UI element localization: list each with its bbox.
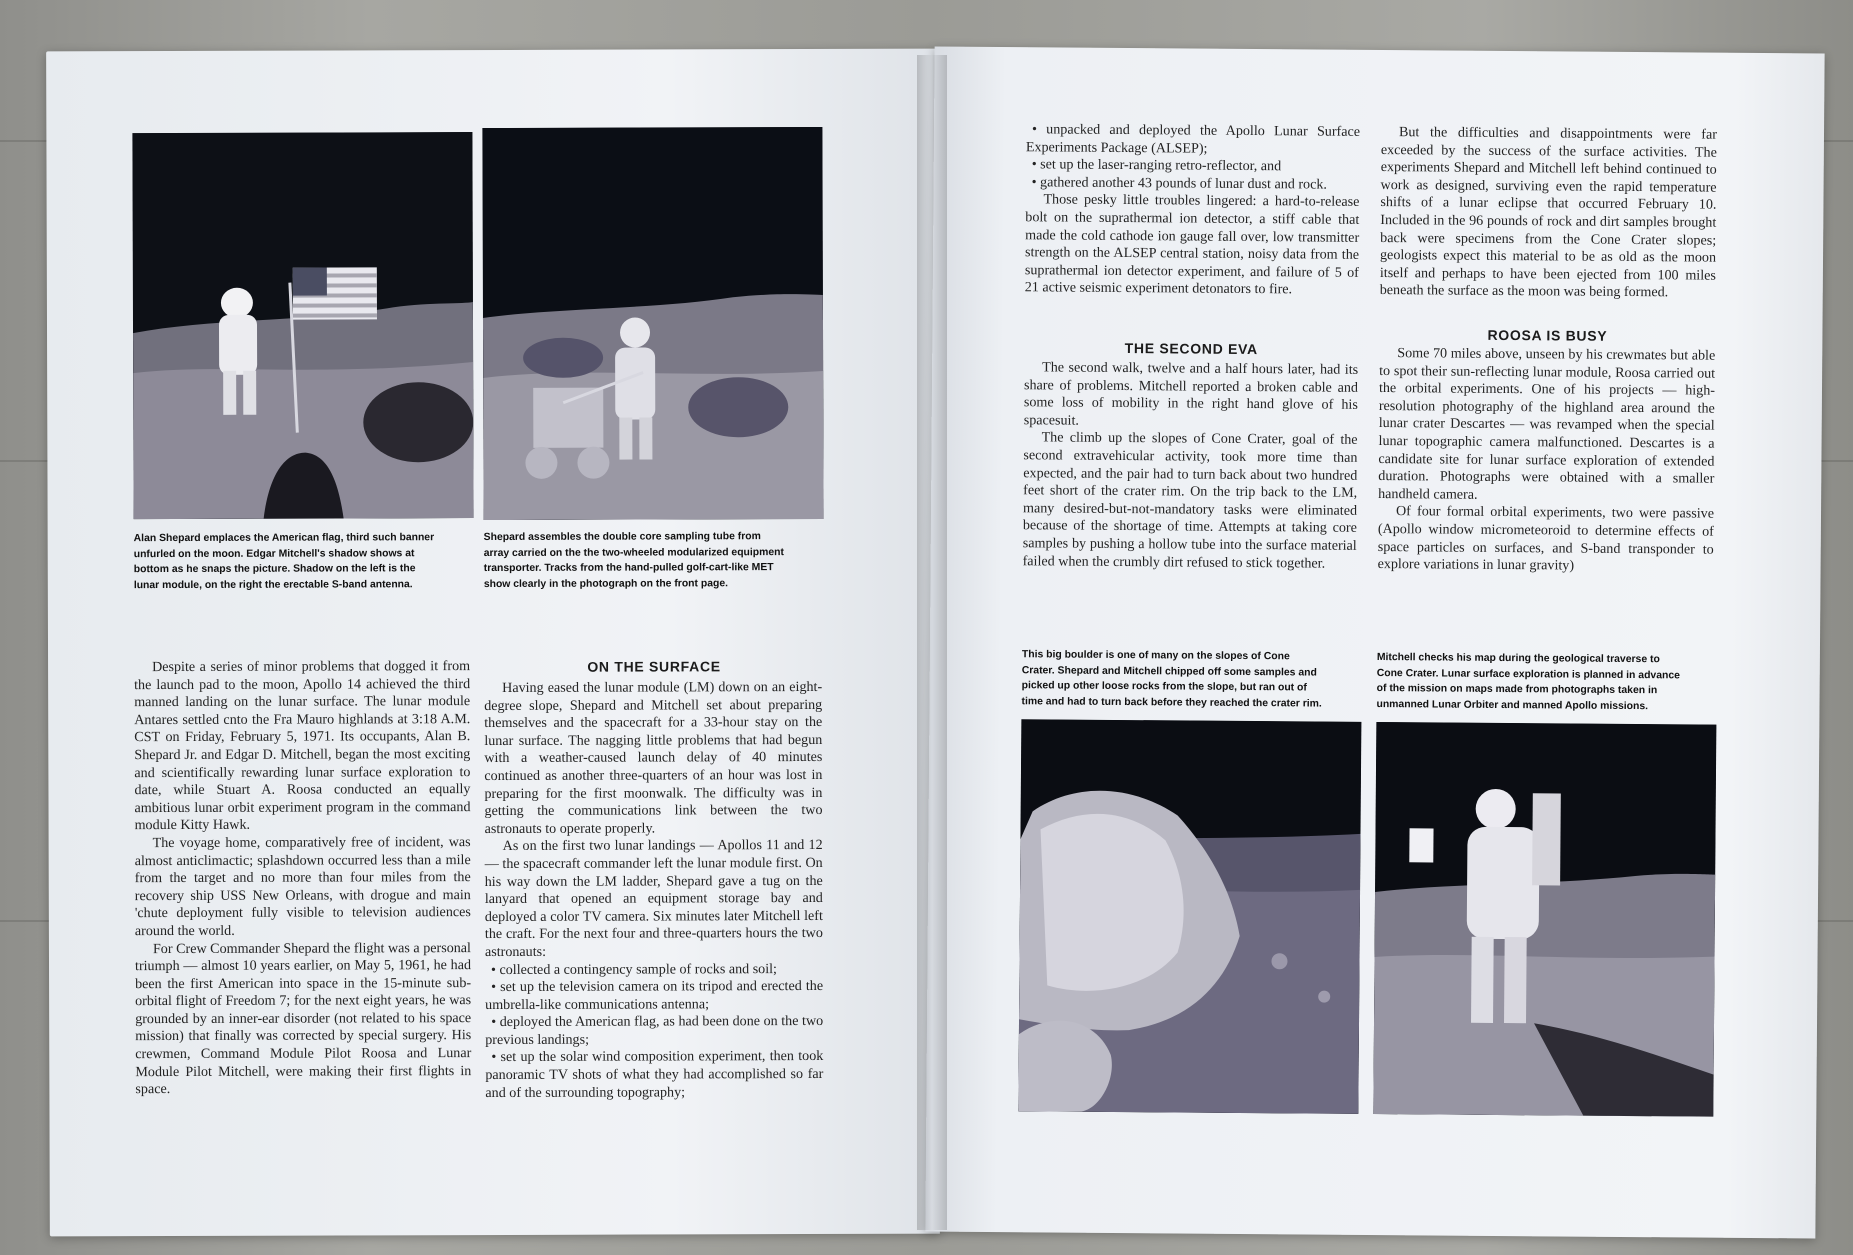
body-column-2 bbox=[484, 679, 823, 1102]
photo-cone-crater-boulder bbox=[1018, 719, 1361, 1114]
body-paragraph: Despite a series of minor problems that dogged it from the launch pad to the moon, Apollo 14 achieved the third manned landing on the lunar surface. The lunar module Antares settled cnto the Fra Mauro highlands at 3:18 A.M. CST on Friday, February 5, 1971. Its occupants, Alan B. Shepard Jr. and Edgar D. Mitchell, began the most exciting and scientifically rewarding lunar surface exploration to date, while Stuart A. Roosa conducted an equally ambitious lunar orbit experiment program in the command module Kitty Hawk. bbox=[134, 658, 471, 834]
section-heading-second-eva: THE SECOND EVA bbox=[1124, 340, 1258, 358]
photo-core-sampling bbox=[482, 127, 823, 520]
body-paragraph: The voyage home, comparatively free of incident, was almost anticlimactic; splashdown occurred less than a mile from the target and no more than four miles from the recovery ship USS New Orleans, with drogue and main 'chute deployment fully visible to television audiences around the world. bbox=[134, 834, 471, 940]
bullet-item: • set up the television camera on its tripod and erected the umbrella-like communications antenna; bbox=[485, 978, 824, 1013]
body-column-3-continued bbox=[1023, 359, 1359, 573]
body-column-3 bbox=[1025, 121, 1360, 300]
section-heading-on-the-surface: ON THE SURFACE bbox=[587, 658, 721, 675]
photo-caption-flag: Alan Shepard emplaces the American flag, third such banner unfurled on the moon. Edgar Mitchell's shadow shows at bottom as he snaps the picture. Shadow on the left is the lunar module, on the right the erectable S-band antenna. bbox=[133, 532, 435, 591]
body-paragraph: But the difficulties and disappointments were far exceeded by the success of the surface activities. The experiments Shepard and Mitchell left behind continued to work as designed, surviving even the rapid temperature shifts of a lunar eclipse that occurred February 10. Included in the 96 pounds of rock and dirt samples brought back were specimens from the Cone Crater slopes; geologists expect this material to be as old as the moon itself and perhaps to have been ejected from 100 miles beneath the surface as the moon was being formed. bbox=[1379, 124, 1718, 301]
body-paragraph: The second walk, twelve and a half hours later, had its share of problems. Mitchell reported a broken cable and some loss of mobility in the right hand glove of his spacesuit. bbox=[1023, 359, 1359, 429]
section-heading-roosa-is-busy: ROOSA IS BUSY bbox=[1487, 326, 1608, 344]
photo-mitchell-map bbox=[1373, 722, 1716, 1117]
body-column-4 bbox=[1380, 124, 1717, 303]
photo-caption-core-sampling: Shepard assembles the double core sampling tube from array carried on the the two-wheeled modularized equipment transporter. Tracks from the hand-pulled golf-cart-like MET show clearly in the photograph on the front page. bbox=[483, 531, 784, 590]
body-paragraph: Of four formal orbital experiments, two were passive (Apollo window micrometeoroid to determine effects of space particles on surfaces, and S-band transponder to explore variations in lunar gravity) bbox=[1377, 503, 1715, 574]
body-column-1 bbox=[134, 658, 471, 1099]
bullet-item: • deployed the American flag, as had been done on the two previous landings; bbox=[485, 1013, 824, 1048]
photo-flag-emplacement bbox=[132, 132, 473, 519]
bullet-item: • collected a contingency sample of rocks and soil; bbox=[491, 960, 777, 978]
bullet-item: • gathered another 43 pounds of lunar dust and rock. bbox=[1031, 174, 1328, 193]
bullet-item: • set up the solar wind composition experiment, then took panoramic TV shots of what they had accomplished so far and of the surrounding topography; bbox=[485, 1048, 824, 1101]
body-paragraph: For Crew Commander Shepard the flight was a personal triumph — almost 10 years earlier, on May 5, 1961, he had been the first American into space in the 15-minute sub-orbital flight of Freedom 7; for the next eight years, he was grounded by an inner-ear disorder (not related to his space mission) that finally was corrected by special surgery. His crewmen, Command Module Pilot Roosa and Lunar Module Pilot Mitchell, were making their first flights in space. bbox=[134, 939, 472, 1098]
left-page bbox=[46, 49, 940, 1237]
body-paragraph: Having eased the lunar module (LM) down on an eight-degree slope, Shepard and Mitchell set about preparing themselves and the spacecraft for a 33-hour stay on the lunar surface. The nagging little problems that had begun with a weather-caused launch delay of 40 minutes continued as another three-quarters of an hour was lost in preparing for the first moonwalk. The difficulty was in getting the communications link between the two astronauts to operate properly. bbox=[484, 678, 823, 837]
photo-caption-map-check: Mitchell checks his map during the geological traverse to Cone Crater. Lunar surface exploration is planned in advance of the mission on maps made from photographs taken in unmanned Lunar Orbiter and manned Apollo missions. bbox=[1376, 652, 1680, 712]
bullet-item: • set up the laser-ranging retro-reflector, and bbox=[1031, 156, 1282, 175]
body-paragraph: The climb up the slopes of Cone Crater, goal of the second extravehicular activity, took more time than expected, and the pair had to turn back about two hundred feet short of the crater rim. On the trip back to the LM, many desired-but-not-mandatory tasks were eliminated because of the shortage of time. Attempts at taking core samples by pushing a hollow tube into the surface material failed when the crumbly dirt refused to stick together. bbox=[1022, 429, 1358, 572]
right-page bbox=[925, 47, 1824, 1239]
body-column-4-continued bbox=[1378, 345, 1716, 576]
photo-caption-boulder: This big boulder is one of many on the slopes of Cone Crater. Shepard and Mitchell chipped off some samples and picked up other loose rocks from the slope, but ran out of time and had to turn back before they reached the crater rim. bbox=[1021, 649, 1322, 710]
body-paragraph: Some 70 miles above, unseen by his crewmates but able to spot their sun-reflecting lunar module, Roosa carried out the orbital experiments. One of his projects — high-resolution photography of the highland area around the lunar crater Descartes — was revamped when the special lunar topographic camera malfunctioned. Descartes is a candidate site for lunar surface exploration of extended duration. Photographs were obtained with a smaller handheld camera. bbox=[1378, 345, 1716, 503]
bullet-item: • unpacked and deployed the Apollo Lunar Surface Experiments Package (ALSEP); bbox=[1025, 121, 1361, 157]
spine-shadow bbox=[917, 55, 947, 1230]
body-paragraph: Those pesky little troubles lingered: a hard-to-release bolt on the suprathermal ion detector, a stiff cable that made the cold cathode ion gauge fall over, low transmitter strength on the ALSEP central station, noisy data from the suprathermal ion detector experiment, and failure of 5 of 21 active seismic experiment detonators to fire. bbox=[1024, 191, 1360, 298]
body-paragraph: As on the first two lunar landings — Apollos 11 and 12 — the spacecraft commander left the lunar module first. On his way down the LM ladder, Shepard gave a tug on the lanyard that opened an equipment storage bay and deployed a color TV camera. Six minutes later Mitchell left the craft. For the next four and three-quarters hours the two astronauts: bbox=[484, 837, 823, 960]
